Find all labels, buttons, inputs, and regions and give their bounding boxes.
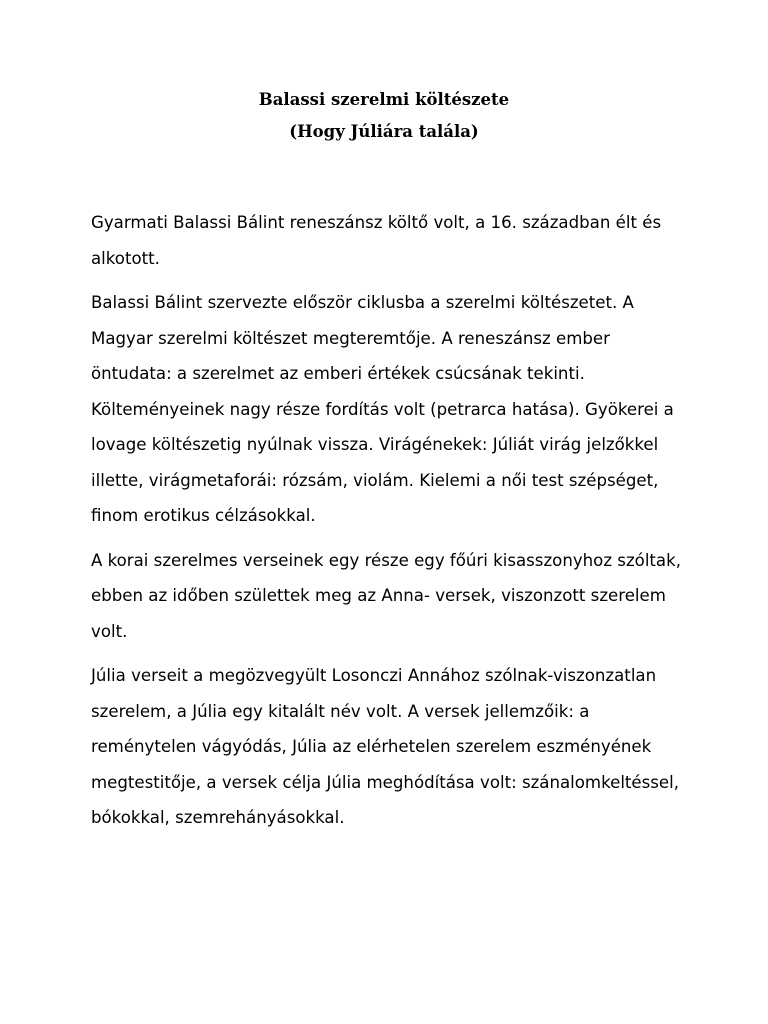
text-line: ebben az időben születtek meg az Anna- versek, viszonzott szerelem: [91, 586, 666, 605]
text-line: illette, virágmetaforái: rózsám, violám. Kielemi a női test szépséget,: [91, 470, 659, 490]
paragraph-4: [91, 658, 691, 836]
text-line: Gyarmati Balassi Bálint reneszánsz költő volt, a 16. században élt és: [91, 213, 662, 232]
text-line: Júlia verseit a megözvegyült Losonczi Annához szólnak-viszonzatlan: [91, 666, 657, 685]
document-body: [91, 205, 691, 845]
text-line: A korai szerelmes verseinek egy része egy főúri kisasszonyhoz szóltak,: [91, 550, 681, 570]
text-line: Balassi Bálint szervezte először ciklusba a szerelmi költészetet. A: [91, 293, 634, 312]
document-title: Balassi szerelmi költészete: [258, 90, 510, 109]
text-line: szerelem, a Júlia egy kitalált név volt. A versek jellemzőik: a: [91, 701, 590, 721]
text-line: bókokkal, szemrehányásokkal.: [91, 808, 345, 827]
text-line: megtestitője, a versek célja Júlia meghódítása volt: szánalomkeltéssel,: [91, 772, 680, 792]
text-line: öntudata: a szerelmet az emberi értékek csúcsának tekinti.: [91, 364, 585, 383]
paragraph-3: [91, 543, 691, 650]
document-subtitle: (Hogy Júliára talála): [289, 122, 479, 141]
text-line: finom erotikus célzásokkal.: [91, 506, 316, 525]
text-line: alkotott.: [91, 248, 160, 268]
text-line: Költeményeinek nagy része fordítás volt (petrarca hatása). Gyökerei a: [91, 399, 674, 419]
paragraph-1: [91, 205, 691, 276]
title-block: [0, 86, 768, 150]
text-line: volt.: [91, 621, 128, 641]
text-line: lovage költészetig nyúlnak vissza. Virágénekek: Júliát virág jelzőkkel: [91, 435, 659, 454]
text-line: Magyar szerelmi költészet megteremtője. A reneszánsz ember: [91, 328, 610, 348]
text-line: reménytelen vágyódás, Júlia az elérhetelen szerelem eszményének: [91, 737, 652, 756]
paragraph-2: [91, 285, 691, 534]
